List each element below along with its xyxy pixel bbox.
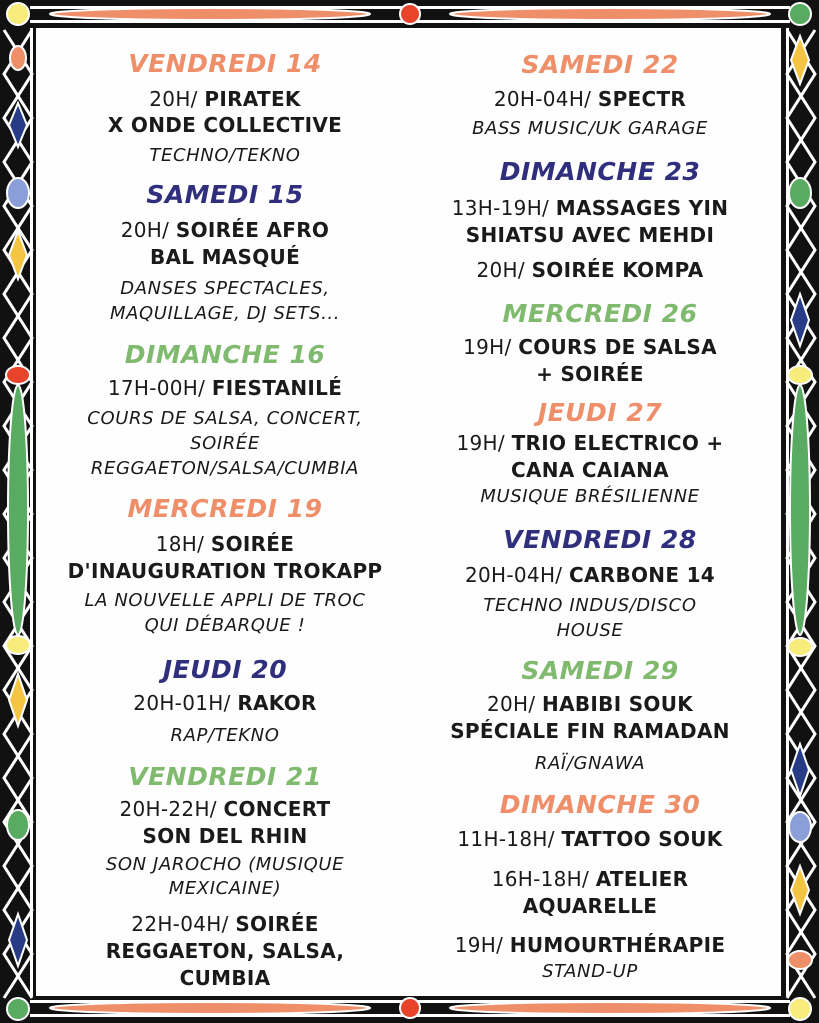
event-name: SOIRÉE KOMPA [531,258,704,282]
frame-dot [789,178,811,208]
day-dimanche-23: DIMANCHE 23 [499,157,701,186]
event-line [410,433,770,453]
frame-dot [788,951,812,969]
frame-oval [50,1002,370,1014]
event-name: PIRATEK [204,87,301,111]
day-dimanche-16: DIMANCHE 16 [124,340,326,369]
event-time: 20H-22H/ [119,797,217,821]
event-line [410,935,770,955]
event-name: SOIRÉE AFRO [175,218,330,242]
frame-oval [50,8,370,20]
event-name: HABIBI SOUK [542,692,694,716]
event-line [410,565,770,585]
event-name: D'INAUGURATION TROKAPP [67,559,383,583]
frame-dot [7,998,29,1020]
event-name: CARBONE 14 [569,563,715,587]
event-description: HOUSE [556,620,624,641]
event-name: BAL MASQUÉ [149,245,301,269]
event-description: QUI DÉBARQUE ! [144,615,306,636]
event-name: RAKOR [237,691,317,715]
day-dimanche-30: DIMANCHE 30 [499,790,701,819]
day-jeudi-27: JEUDI 27 [537,398,663,427]
frame-dot [789,812,811,842]
event-description: MUSIQUE BRÉSILIENNE [480,486,700,507]
event-line [45,534,405,554]
event-description: RAP/TEKNO [170,725,280,746]
day-vendredi-28: VENDREDI 28 [503,525,697,554]
frame-dot [789,998,811,1020]
event-name: SPECTR [597,87,687,111]
day-samedi-15: SAMEDI 15 [146,180,304,209]
event-name: REGGAETON, SALSA, [105,939,345,963]
event-time: 20H-04H/ [493,87,592,111]
event-time: 20H/ [120,218,170,242]
frame-dot [788,638,812,656]
event-name: ATELIER [595,867,689,891]
event-name: HUMOURTHÉRAPIE [509,933,726,957]
event-line [410,694,770,714]
frame-dot [7,810,29,840]
frame-line [786,28,789,996]
event-time: 11H-18H/ [457,827,555,851]
day-mercredi-19: MERCREDI 19 [127,494,323,523]
frame-dot [400,4,420,24]
day-mercredi-26: MERCREDI 26 [502,299,698,328]
event-name: SPÉCIALE FIN RAMADAN [450,719,730,743]
event-name: X ONDE COLLECTIVE [107,113,343,137]
event-line [45,378,405,398]
event-name: MASSAGES YIN [555,196,729,220]
frame-dot [6,366,30,384]
frame-dot [790,385,810,635]
event-name: TATTOO SOUK [561,827,723,851]
event-name: SOIRÉE [235,912,319,936]
event-line [410,89,770,109]
event-name: SON DEL RHIN [142,824,308,848]
frame-dot [788,366,812,384]
event-time: 18H/ [155,532,205,556]
event-description: TECHNO INDUS/DISCO [483,595,697,616]
event-description: TECHNO/TEKNO [149,145,301,166]
event-line [45,220,405,240]
frame-dot [8,385,28,635]
event-line [45,914,405,934]
frame-dot [6,636,30,654]
frame-dot [10,46,26,70]
event-time: 22H-04H/ [131,912,229,936]
day-vendredi-14: VENDREDI 14 [128,49,322,78]
event-time: 20H-04H/ [464,563,563,587]
frame-dot [400,998,420,1018]
event-description: LA NOUVELLE APPLI DE TROC [84,590,366,611]
event-description: RAÏ/GNAWA [534,753,646,774]
event-time: 20H-01H/ [133,691,231,715]
frame-dot [7,178,29,208]
frame-oval [450,1002,770,1014]
event-line [410,260,770,280]
event-line [45,693,405,713]
event-name: FIESTANILÉ [211,376,343,400]
event-name: CUMBIA [179,966,271,990]
day-samedi-29: SAMEDI 29 [521,656,679,685]
event-time: 20H/ [476,258,525,282]
day-vendredi-21: VENDREDI 21 [128,762,322,791]
event-time: 17H-00H/ [107,376,206,400]
event-time: 20H/ [486,692,536,716]
event-description: SON JAROCHO (MUSIQUE [105,854,345,875]
event-name: CONCERT [223,797,331,821]
event-time: 19H/ [454,933,504,957]
event-description: REGGAETON/SALSA/CUMBIA [90,458,360,479]
event-name: AQUARELLE [522,894,658,918]
day-jeudi-20: JEUDI 20 [162,655,288,684]
event-name: CANA CAIANA [511,458,669,482]
event-name: SOIRÉE [210,532,295,556]
event-description: DANSES SPECTACLES, [120,278,330,299]
event-line [410,337,770,357]
event-line [410,869,770,889]
event-name: + SOIRÉE [536,362,644,386]
event-time: 13H-19H/ [451,196,550,220]
event-time: 19H/ [463,335,512,359]
event-time: 20H/ [149,87,198,111]
event-description: COURS DE SALSA, CONCERT, [87,408,363,429]
frame-dot [7,3,29,25]
event-line [45,89,405,109]
event-name: SHIATSU AVEC MEHDI [465,223,715,247]
frame-oval [450,8,770,20]
event-name: COURS DE SALSA [518,335,717,359]
event-line [410,198,770,218]
event-time: 19H/ [456,431,505,455]
event-line [410,829,770,849]
event-line [45,799,405,819]
event-name: TRIO ELECTRICO + [511,431,724,455]
day-samedi-22: SAMEDI 22 [521,50,679,79]
event-description: STAND-UP [542,961,638,982]
event-time: 16H-18H/ [491,867,590,891]
event-description: MEXICAINE) [168,878,282,899]
event-description: SOIRÉE [190,433,260,454]
frame-dot [789,3,811,25]
frame-line [30,28,33,996]
event-description: MAQUILLAGE, DJ SETS... [109,303,341,324]
event-description: BASS MUSIC/UK GARAGE [472,118,708,139]
